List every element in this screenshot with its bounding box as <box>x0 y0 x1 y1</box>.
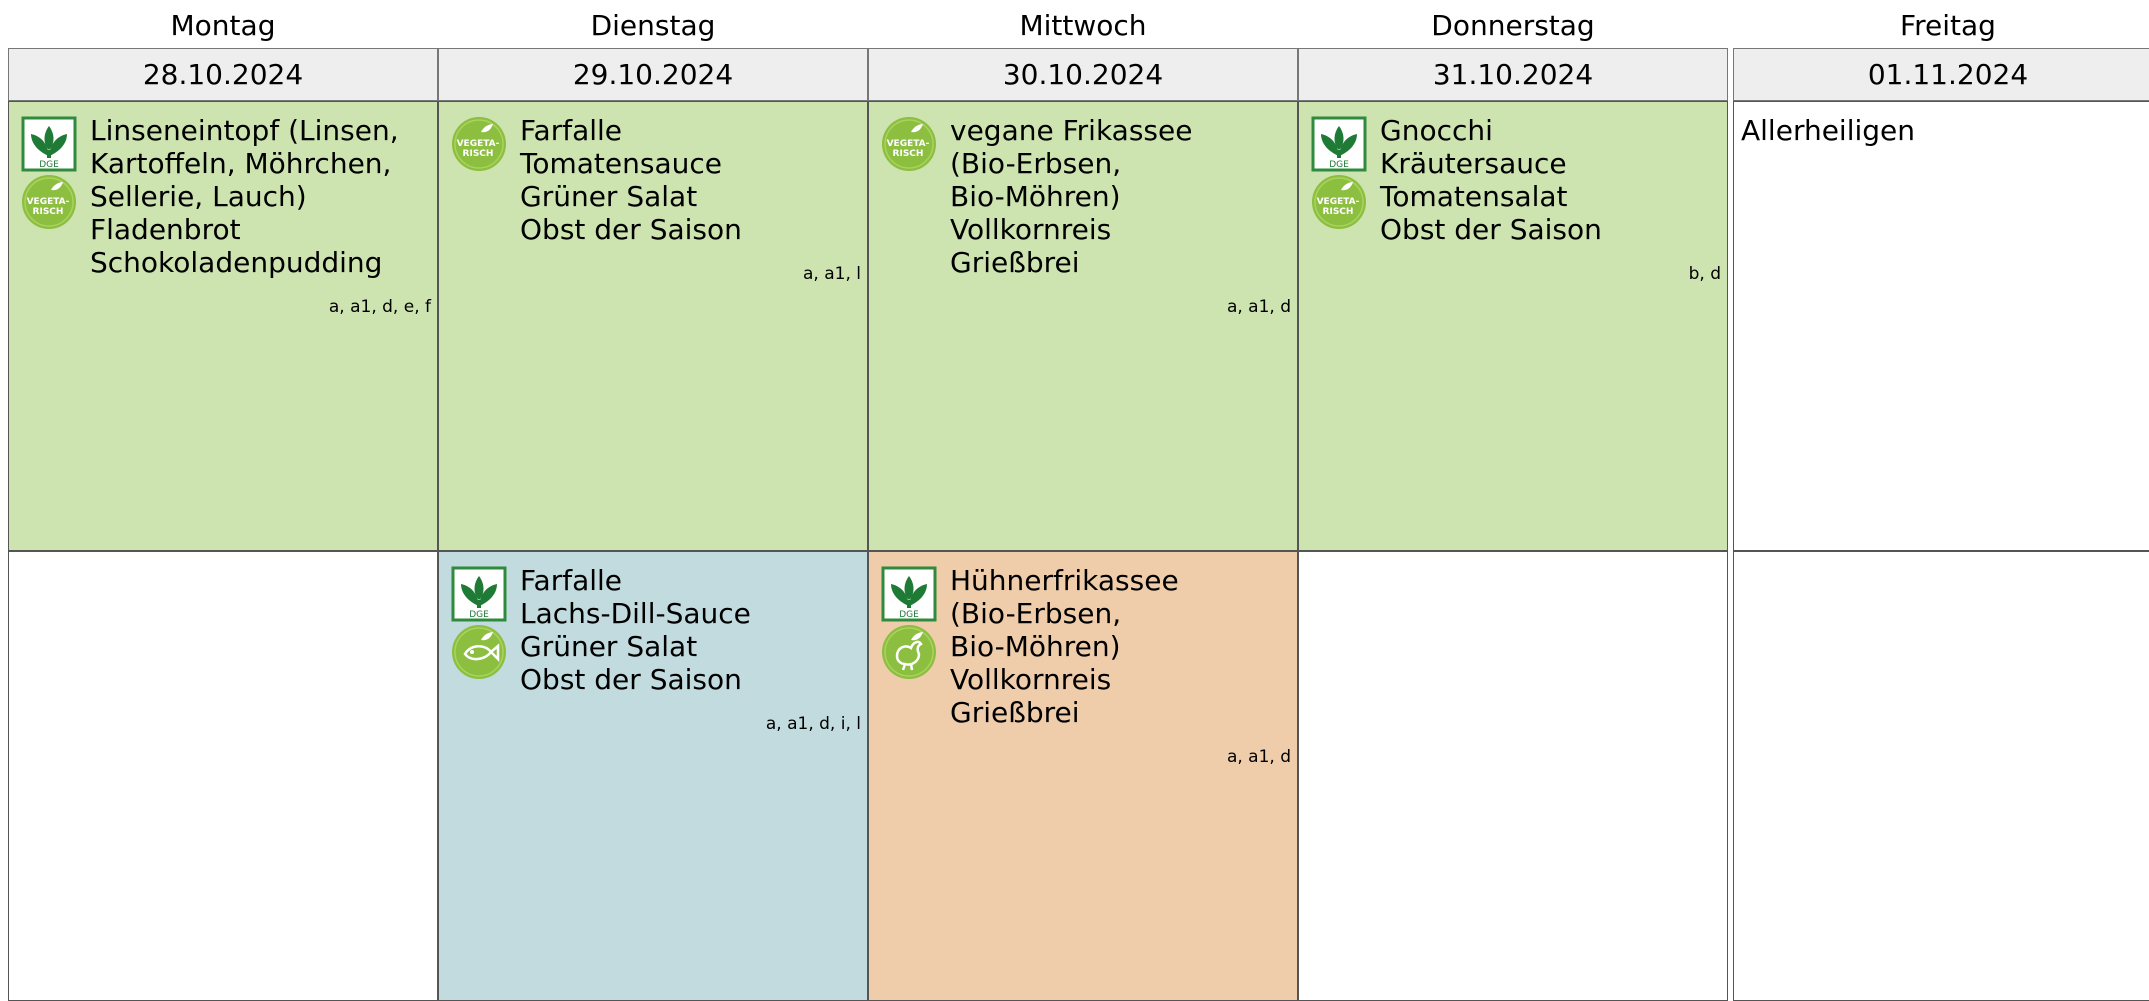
meal-line: Bio-Möhren) <box>950 180 1121 213</box>
meal-line: Gnocchi <box>1380 114 1493 147</box>
meal-description <box>1380 114 1721 284</box>
meal-cell-monday-menu1 <box>8 101 438 551</box>
chicken-icon <box>881 624 937 680</box>
svg-text:RISCH: RISCH <box>892 149 924 159</box>
svg-text:DGE: DGE <box>39 160 59 170</box>
meal-line: Lachs-Dill-Sauce <box>520 597 751 630</box>
vegetarisch-icon <box>1311 174 1367 230</box>
meal-line: Bio-Möhren) <box>950 630 1121 663</box>
meal-line: Sellerie, Lauch) <box>90 180 307 213</box>
meal-line: Farfalle <box>520 114 623 147</box>
meal-line: vegane Frikassee <box>950 114 1193 147</box>
meal-line: Kartoffeln, Möhrchen, <box>90 147 392 180</box>
meal-line: (Bio-Erbsen, <box>950 597 1122 630</box>
vegetarisch-icon <box>451 116 507 172</box>
meal-line: Fladenbrot <box>90 213 241 246</box>
date-tuesday: 29.10.2024 <box>438 48 868 101</box>
meal-cell-friday-menu2 <box>1733 551 2149 1001</box>
allergen-codes: a, a1, l <box>803 264 861 284</box>
svg-text:VEGETA-: VEGETA- <box>1316 197 1360 207</box>
meal-cell-wednesday-menu1 <box>868 101 1298 551</box>
day-name-tuesday: Dienstag <box>590 9 716 42</box>
meal-line: Hühnerfrikassee <box>950 564 1179 597</box>
meal-description <box>520 564 861 734</box>
meal-line: Grießbrei <box>950 696 1080 729</box>
meal-line: Linseneintopf (Linsen, <box>90 114 399 147</box>
meal-line: Grüner Salat <box>520 180 698 213</box>
svg-text:RISCH: RISCH <box>32 207 64 217</box>
meal-cell-friday-menu1 <box>1733 101 2149 551</box>
day-name-monday: Montag <box>170 9 276 42</box>
svg-text:RISCH: RISCH <box>1322 207 1354 217</box>
allergen-codes: b, d <box>1688 264 1721 284</box>
fish-icon <box>451 624 507 680</box>
meal-line: Grüner Salat <box>520 630 698 663</box>
allergen-codes: a, a1, d, e, f <box>328 297 431 317</box>
meal-line: Tomatensauce <box>520 147 722 180</box>
dge-icon <box>451 566 507 622</box>
meal-cell-thursday-menu2 <box>1298 551 1728 1001</box>
meal-line: Vollkornreis <box>950 213 1112 246</box>
meal-line: (Bio-Erbsen, <box>950 147 1122 180</box>
meal-description <box>950 114 1291 317</box>
date-friday: 01.11.2024 <box>1733 48 2149 101</box>
meal-line: Vollkornreis <box>950 663 1112 696</box>
svg-text:VEGETA-: VEGETA- <box>26 197 70 207</box>
meal-description <box>90 114 431 317</box>
vegetarisch-icon <box>881 116 937 172</box>
meal-line: Obst der Saison <box>520 213 742 246</box>
meal-cell-tuesday-menu2 <box>438 551 868 1001</box>
svg-text:VEGETA-: VEGETA- <box>456 139 500 149</box>
meal-description <box>950 564 1291 767</box>
meal-description <box>520 114 861 284</box>
allergen-codes: a, a1, d <box>1226 297 1291 317</box>
svg-text:DGE: DGE <box>899 610 919 620</box>
svg-text:DGE: DGE <box>1329 160 1349 170</box>
holiday-note: Allerheiligen <box>1741 114 1916 147</box>
dge-icon <box>21 116 77 172</box>
meal-line: Obst der Saison <box>1380 213 1602 246</box>
dge-icon <box>881 566 937 622</box>
meal-line: Grießbrei <box>950 246 1080 279</box>
date-thursday: 31.10.2024 <box>1298 48 1728 101</box>
vegetarisch-icon <box>21 174 77 230</box>
allergen-codes: a, a1, d, i, l <box>765 714 861 734</box>
allergen-codes: a, a1, d <box>1226 747 1291 767</box>
meal-cell-monday-menu2 <box>8 551 438 1001</box>
svg-text:DGE: DGE <box>469 610 489 620</box>
date-monday: 28.10.2024 <box>8 48 438 101</box>
meal-line: Farfalle <box>520 564 623 597</box>
meal-line: Obst der Saison <box>520 663 742 696</box>
meal-cell-thursday-menu1 <box>1298 101 1728 551</box>
date-wednesday: 30.10.2024 <box>868 48 1298 101</box>
svg-text:VEGETA-: VEGETA- <box>886 139 930 149</box>
dge-icon <box>1311 116 1367 172</box>
day-name-thursday: Donnerstag <box>1431 9 1595 42</box>
meal-line: Tomatensalat <box>1380 180 1568 213</box>
day-name-wednesday: Mittwoch <box>1019 9 1147 42</box>
meal-line: Schokoladenpudding <box>90 246 383 279</box>
meal-line: Kräutersauce <box>1380 147 1567 180</box>
svg-text:RISCH: RISCH <box>462 149 494 159</box>
meal-cell-wednesday-menu2 <box>868 551 1298 1001</box>
meal-cell-tuesday-menu1 <box>438 101 868 551</box>
day-name-friday: Freitag <box>1900 9 1996 42</box>
